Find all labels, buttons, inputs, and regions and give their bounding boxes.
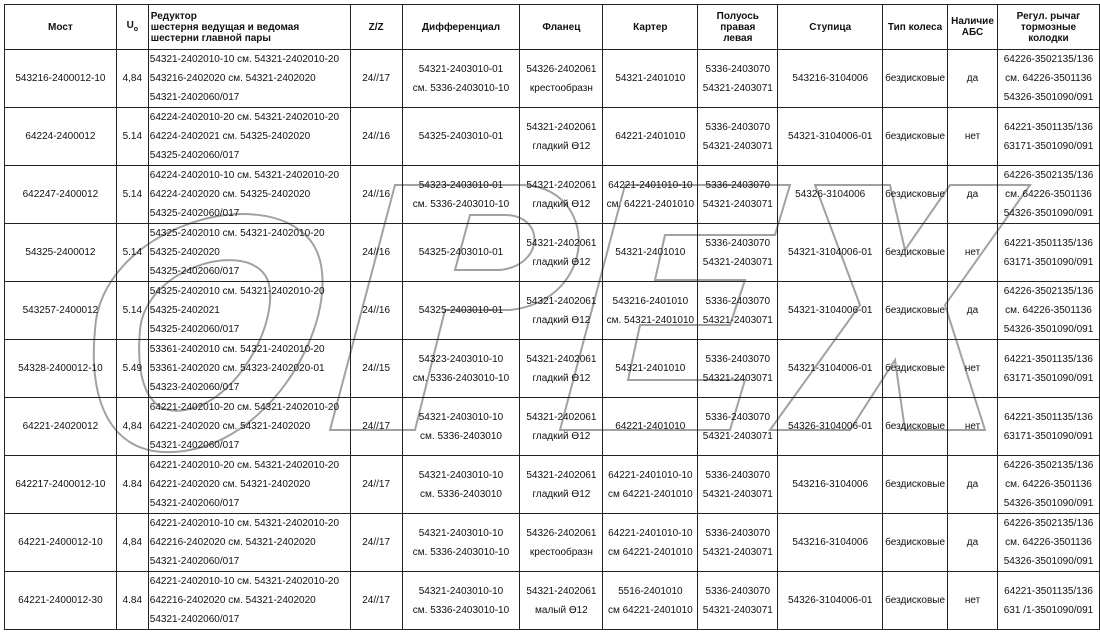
cell-karter — [603, 456, 698, 514]
cell-u: 4,84 — [116, 50, 148, 108]
cell-line: 54321-2403071 — [702, 82, 773, 94]
cell-line: 54321-2402061 — [526, 353, 597, 365]
cell-line: 54321-2403071 — [702, 372, 773, 384]
cell-zz: 24//16 — [350, 108, 402, 166]
cell-flanec — [520, 456, 603, 514]
cell-line: 54321-2401010 — [615, 73, 686, 84]
cell-line: 54321-2402061 — [526, 469, 597, 481]
cell-most: 642217-2400012-10 — [5, 456, 117, 514]
cell-line: 54321-2403071 — [702, 488, 773, 500]
cell-most: 54325-2400012 — [5, 224, 117, 282]
cell-red — [148, 108, 350, 166]
cell-line: см 64221-2401010 — [607, 546, 693, 558]
cell-line: 64221-2402010-10 см. 54321-2402010-20 — [149, 518, 340, 529]
cell-tip: бездисковые — [883, 50, 948, 108]
cell-line: 64221-3501135/136 — [1004, 121, 1093, 133]
cell-karter — [603, 224, 698, 282]
cell-line: 64221-3501135/136 — [1004, 585, 1093, 597]
cell-line: 54321-2402010-10 см. 54321-2402010-20 — [149, 54, 340, 65]
cell-line: 64221-2401010 — [615, 421, 686, 432]
cell-polyos — [698, 108, 778, 166]
cell-zz: 24//17 — [350, 398, 402, 456]
cell-polyos — [698, 166, 778, 224]
cell-line: 63171-3501090/091 — [1003, 140, 1094, 152]
cell-red — [148, 514, 350, 572]
cell-u: 5.49 — [116, 340, 148, 398]
cell-tip: бездисковые — [883, 340, 948, 398]
cell-line: см. 64226-3501136 — [1005, 479, 1092, 490]
cell-line: 54323-2403010-10 — [418, 353, 504, 365]
cell-karter — [603, 282, 698, 340]
cell-red — [148, 340, 350, 398]
cell-line: см. 5336-2403010-10 — [412, 372, 510, 384]
cell-flanec — [520, 514, 603, 572]
cell-flanec — [520, 224, 603, 282]
cell-zz: 24//17 — [350, 456, 402, 514]
cell-most: 54328-2400012-10 — [5, 340, 117, 398]
header-rychag: Регул. рычаг тормозные колодки — [997, 5, 1099, 50]
cell-rychag — [997, 456, 1099, 514]
cell-karter — [603, 340, 698, 398]
cell-line: 64221-3501135/136 — [1004, 353, 1093, 365]
cell-line: 5336-2403070 — [705, 411, 771, 423]
cell-abs: нет — [948, 340, 998, 398]
cell-diff — [402, 514, 520, 572]
cell-polyos — [698, 50, 778, 108]
table-row — [5, 572, 1100, 630]
cell-karter — [603, 398, 698, 456]
cell-diff — [402, 166, 520, 224]
cell-karter — [603, 50, 698, 108]
cell-line: 64226-3502135/136 — [1003, 286, 1094, 297]
cell-most: 642247-2400012 — [5, 166, 117, 224]
cell-line: 64221-2401010-10 — [608, 469, 693, 481]
cell-stupica: 54321-3104006-01 — [778, 340, 883, 398]
cell-zz: 24//16 — [350, 166, 402, 224]
cell-line: 54325-2402021 — [149, 305, 220, 316]
cell-line: 54321-2402061 — [526, 121, 597, 133]
cell-stupica: 54326-3104006-01 — [778, 572, 883, 630]
cell-line: гладкий Ө12 — [532, 314, 591, 326]
cell-line: 54325-2402060/017 — [149, 150, 240, 161]
cell-line: 54326-3501090/091 — [1003, 208, 1094, 219]
cell-line: гладкий Ө12 — [532, 372, 591, 384]
cell-line: 64226-3502135/136 — [1003, 518, 1094, 529]
cell-line: 64224-2402020 см. 54325-2402020 — [149, 189, 311, 200]
cell-red — [148, 166, 350, 224]
header-reduktor: Редуктор шестерня ведущая и ведомая шестерни главной пары — [148, 5, 350, 50]
cell-abs: да — [948, 514, 998, 572]
cell-line: 54325-2402060/017 — [149, 266, 240, 277]
cell-red — [148, 572, 350, 630]
cell-u: 5.14 — [116, 224, 148, 282]
cell-stupica: 543216-3104006 — [778, 456, 883, 514]
cell-line: 54321-2402060/017 — [149, 556, 240, 567]
cell-line: 5336-2403070 — [705, 179, 771, 191]
cell-abs: да — [948, 456, 998, 514]
cell-diff — [402, 340, 520, 398]
cell-line: 54326-2402061 — [526, 527, 597, 539]
table-row — [5, 456, 1100, 514]
cell-zz: 24//17 — [350, 50, 402, 108]
cell-line: 63171-3501090/091 — [1003, 256, 1094, 268]
cell-diff — [402, 224, 520, 282]
cell-zz: 24//16 — [350, 224, 402, 282]
cell-abs: да — [948, 50, 998, 108]
cell-rychag — [997, 166, 1099, 224]
cell-polyos — [698, 456, 778, 514]
cell-red — [148, 398, 350, 456]
cell-line: см. 5336-2403010-10 — [412, 604, 510, 616]
cell-zz: 24//17 — [350, 572, 402, 630]
cell-red — [148, 50, 350, 108]
cell-stupica: 543216-3104006 — [778, 50, 883, 108]
cell-line: 53361-2402020 см. 54323-2402020-01 — [149, 363, 325, 374]
cell-line: 54323-2403010-01 — [418, 179, 504, 191]
cell-line: 54321-2402060/017 — [149, 498, 240, 509]
cell-line: 5336-2403070 — [705, 353, 771, 365]
cell-line: см. 64221-2401010 — [606, 198, 695, 210]
table-row — [5, 50, 1100, 108]
cell-line: см. 5336-2403010-10 — [412, 546, 510, 558]
cell-line: см. 54321-2401010 — [606, 314, 695, 326]
cell-line: см 64221-2401010 — [607, 604, 693, 616]
cell-line: 63171-3501090/091 — [1003, 430, 1094, 442]
cell-polyos — [698, 224, 778, 282]
cell-line: 5336-2403070 — [705, 63, 771, 75]
cell-line: 54321-2402061 — [526, 585, 597, 597]
cell-karter — [603, 572, 698, 630]
header-flanec: Фланец — [520, 5, 603, 50]
cell-red — [148, 224, 350, 282]
cell-line: 54325-2402010 см. 54321-2402010-20 — [149, 228, 325, 239]
cell-line: 54321-2402061 — [526, 411, 597, 423]
cell-rychag — [997, 224, 1099, 282]
cell-line: 64221-2401010 — [615, 131, 686, 142]
cell-line: 5336-2403070 — [705, 585, 771, 597]
cell-line: 5336-2403070 — [705, 295, 771, 307]
cell-stupica: 54321-3104006-01 — [778, 282, 883, 340]
cell-diff — [402, 108, 520, 166]
cell-u: 5.14 — [116, 282, 148, 340]
cell-most: 64224-2400012 — [5, 108, 117, 166]
cell-line: 64221-2402020 см. 54321-2402020 — [149, 421, 311, 432]
cell-line: гладкий Ө12 — [532, 198, 591, 210]
cell-line: 54326-2402061 — [526, 63, 597, 75]
cell-diff — [402, 398, 520, 456]
axle-spec-table — [4, 4, 1100, 630]
header-row — [5, 5, 1100, 50]
cell-abs: нет — [948, 398, 998, 456]
cell-line: 63171-3501090/091 — [1003, 372, 1094, 384]
cell-u: 4,84 — [116, 514, 148, 572]
cell-flanec — [520, 108, 603, 166]
header-u: $U_о$ — [116, 5, 148, 50]
cell-flanec — [520, 572, 603, 630]
cell-line: 5516-2401010 — [618, 585, 683, 597]
cell-rychag — [997, 108, 1099, 166]
cell-tip: бездисковые — [883, 108, 948, 166]
cell-line: 54321-2402061 — [526, 179, 597, 191]
cell-line: 54325-2402060/017 — [149, 208, 240, 219]
header-abs: Наличие АБС — [948, 5, 998, 50]
cell-flanec — [520, 166, 603, 224]
cell-abs: нет — [948, 572, 998, 630]
cell-tip: бездисковые — [883, 398, 948, 456]
table-row — [5, 340, 1100, 398]
cell-stupica: 54326-3104006 — [778, 166, 883, 224]
cell-line: 54321-2403071 — [702, 140, 773, 152]
cell-stupica: 54321-3104006-01 — [778, 224, 883, 282]
cell-line: 54321-2403010-10 — [418, 411, 504, 423]
cell-line: см. 5336-2403010 — [420, 488, 502, 500]
cell-rychag — [997, 50, 1099, 108]
cell-u: 4,84 — [116, 398, 148, 456]
cell-stupica: 54321-3104006-01 — [778, 108, 883, 166]
cell-line: 54321-2403071 — [702, 430, 773, 442]
cell-line: 642216-2402020 см. 54321-2402020 — [149, 595, 316, 606]
header-stupica: Ступица — [778, 5, 883, 50]
cell-tip: бездисковые — [883, 456, 948, 514]
cell-line: гладкий Ө12 — [532, 488, 591, 500]
cell-line: 54325-2402010 см. 54321-2402010-20 — [149, 286, 325, 297]
cell-flanec — [520, 282, 603, 340]
cell-tip: бездисковые — [883, 166, 948, 224]
cell-line: 54321-2403071 — [702, 604, 773, 616]
header-most: Мост — [5, 5, 117, 50]
header-tip: Тип колеса — [883, 5, 948, 50]
cell-line: гладкий Ө12 — [532, 430, 591, 442]
cell-u: 5.14 — [116, 108, 148, 166]
cell-line: 64221-2401010-10 — [608, 527, 693, 539]
header-karter: Картер — [603, 5, 698, 50]
cell-line: 5336-2403070 — [705, 469, 771, 481]
cell-line: 54321-2402060/017 — [149, 614, 240, 625]
cell-line: гладкий Ө12 — [532, 140, 591, 152]
cell-most: 64221-24020012 — [5, 398, 117, 456]
cell-line: 54321-2403071 — [702, 546, 773, 558]
cell-line: 64221-3501135/136 — [1004, 411, 1093, 423]
cell-line: см. 5336-2403010-10 — [412, 198, 510, 210]
cell-line: 54325-2402060/017 — [149, 324, 240, 335]
cell-line: 64221-3501135/136 — [1004, 237, 1093, 249]
cell-abs: да — [948, 166, 998, 224]
header-zz: Z/Z — [350, 5, 402, 50]
cell-line: см 64221-2401010 — [607, 488, 693, 500]
cell-line: 54321-2402060/017 — [149, 92, 240, 103]
cell-line: см. 64226-3501136 — [1005, 189, 1092, 200]
cell-polyos — [698, 572, 778, 630]
cell-polyos — [698, 340, 778, 398]
cell-zz: 24//17 — [350, 514, 402, 572]
table-row — [5, 108, 1100, 166]
cell-line: 64226-3502135/136 — [1003, 54, 1094, 65]
cell-polyos — [698, 514, 778, 572]
cell-line: 64221-2401010-10 — [608, 179, 693, 191]
cell-line: 54321-2403071 — [702, 256, 773, 268]
table-row — [5, 224, 1100, 282]
cell-line: 642216-2402020 см. 54321-2402020 — [149, 537, 316, 548]
cell-most: 64221-2400012-10 — [5, 514, 117, 572]
cell-zz: 24//16 — [350, 282, 402, 340]
table-row — [5, 166, 1100, 224]
cell-diff — [402, 282, 520, 340]
cell-polyos — [698, 398, 778, 456]
cell-line: 64224-2402021 см. 54325-2402020 — [149, 131, 311, 142]
cell-line: см. 64226-3501136 — [1005, 73, 1092, 84]
cell-diff — [402, 572, 520, 630]
cell-line: 64226-3502135/136 — [1003, 460, 1094, 471]
cell-line: 54325-2402020 — [149, 247, 220, 258]
cell-flanec — [520, 398, 603, 456]
cell-zz: 24//15 — [350, 340, 402, 398]
cell-most: 64221-2400012-30 — [5, 572, 117, 630]
cell-line: см. 64226-3501136 — [1005, 537, 1092, 548]
cell-u: 4.84 — [116, 456, 148, 514]
cell-line: 54321-2403010-01 — [418, 63, 504, 75]
cell-line: 543216-2401010 — [612, 295, 689, 307]
cell-line: 54323-2402060/017 — [149, 382, 240, 393]
cell-rychag — [997, 572, 1099, 630]
cell-line: 54321-2403010-10 — [418, 469, 504, 481]
cell-line: 64221-2402010-10 см. 54321-2402010-20 — [149, 576, 340, 587]
table-row — [5, 398, 1100, 456]
cell-most: 543257-2400012 — [5, 282, 117, 340]
cell-line: гладкий Ө12 — [532, 256, 591, 268]
cell-line: 64221-2402010-20 см. 54321-2402010-20 — [149, 402, 340, 413]
cell-line: 64224-2402010-20 см. 54321-2402010-20 — [149, 112, 340, 123]
cell-line: 5336-2403070 — [705, 237, 771, 249]
cell-line: см. 5336-2403010-10 — [412, 82, 510, 94]
cell-diff — [402, 456, 520, 514]
cell-rychag — [997, 398, 1099, 456]
cell-tip: бездисковые — [883, 514, 948, 572]
cell-line: 64226-3502135/136 — [1003, 170, 1094, 181]
cell-line: см. 5336-2403010 — [420, 430, 502, 442]
cell-u: 4.84 — [116, 572, 148, 630]
cell-line: 54325-2403010-01 — [418, 305, 504, 316]
cell-line: 54321-2403071 — [702, 198, 773, 210]
cell-tip: бездисковые — [883, 282, 948, 340]
cell-line: 54326-3501090/091 — [1003, 556, 1094, 567]
cell-abs: нет — [948, 224, 998, 282]
cell-karter — [603, 514, 698, 572]
cell-stupica: 543216-3104006 — [778, 514, 883, 572]
cell-line: 5336-2403070 — [705, 121, 771, 133]
cell-line: 54321-2402061 — [526, 295, 597, 307]
cell-line: 54321-2402060/017 — [149, 440, 240, 451]
cell-line: крестообразн — [529, 546, 593, 558]
cell-polyos — [698, 282, 778, 340]
cell-line: 54326-3501090/091 — [1003, 92, 1094, 103]
cell-line: см. 64226-3501136 — [1005, 305, 1092, 316]
cell-karter — [603, 108, 698, 166]
cell-tip: бездисковые — [883, 224, 948, 282]
cell-diff — [402, 50, 520, 108]
cell-line: 54325-2403010-01 — [418, 247, 504, 258]
cell-line: 54321-2402061 — [526, 237, 597, 249]
cell-rychag — [997, 340, 1099, 398]
cell-tip: бездисковые — [883, 572, 948, 630]
cell-flanec — [520, 50, 603, 108]
cell-line: 54326-3501090/091 — [1003, 498, 1094, 509]
cell-line: 54321-2403010-10 — [418, 527, 504, 539]
cell-line: 631 /1-3501090/091 — [1003, 604, 1094, 616]
cell-line: крестообразн — [529, 82, 593, 94]
header-polyos: Полуось правая левая — [698, 5, 778, 50]
cell-line: 64221-2402010-20 см. 54321-2402010-20 — [149, 460, 340, 471]
cell-line: 64221-2402020 см. 54321-2402020 — [149, 479, 311, 490]
table-row — [5, 514, 1100, 572]
cell-flanec — [520, 340, 603, 398]
cell-line: 54321-2403010-10 — [418, 585, 504, 597]
cell-stupica: 54326-3104006-01 — [778, 398, 883, 456]
cell-line: 54326-3501090/091 — [1003, 324, 1094, 335]
cell-line: 54321-2403071 — [702, 314, 773, 326]
cell-line: 543216-2402020 см. 54321-2402020 — [149, 73, 316, 84]
cell-line: 5336-2403070 — [705, 527, 771, 539]
cell-karter — [603, 166, 698, 224]
cell-line: 54321-2401010 — [615, 363, 686, 374]
cell-abs: да — [948, 282, 998, 340]
cell-line: 64224-2402010-10 см. 54321-2402010-20 — [149, 170, 340, 181]
table-row — [5, 282, 1100, 340]
cell-rychag — [997, 282, 1099, 340]
cell-u: 5.14 — [116, 166, 148, 224]
cell-line: малый Ө12 — [535, 604, 588, 616]
cell-rychag — [997, 514, 1099, 572]
header-diff: Дифференциал — [402, 5, 520, 50]
cell-red — [148, 456, 350, 514]
cell-line: 54325-2403010-01 — [418, 131, 504, 142]
cell-line: 54321-2401010 — [615, 247, 686, 258]
cell-red — [148, 282, 350, 340]
cell-abs: нет — [948, 108, 998, 166]
cell-line: 53361-2402010 см. 54321-2402010-20 — [149, 344, 325, 355]
cell-most: 543216-2400012-10 — [5, 50, 117, 108]
